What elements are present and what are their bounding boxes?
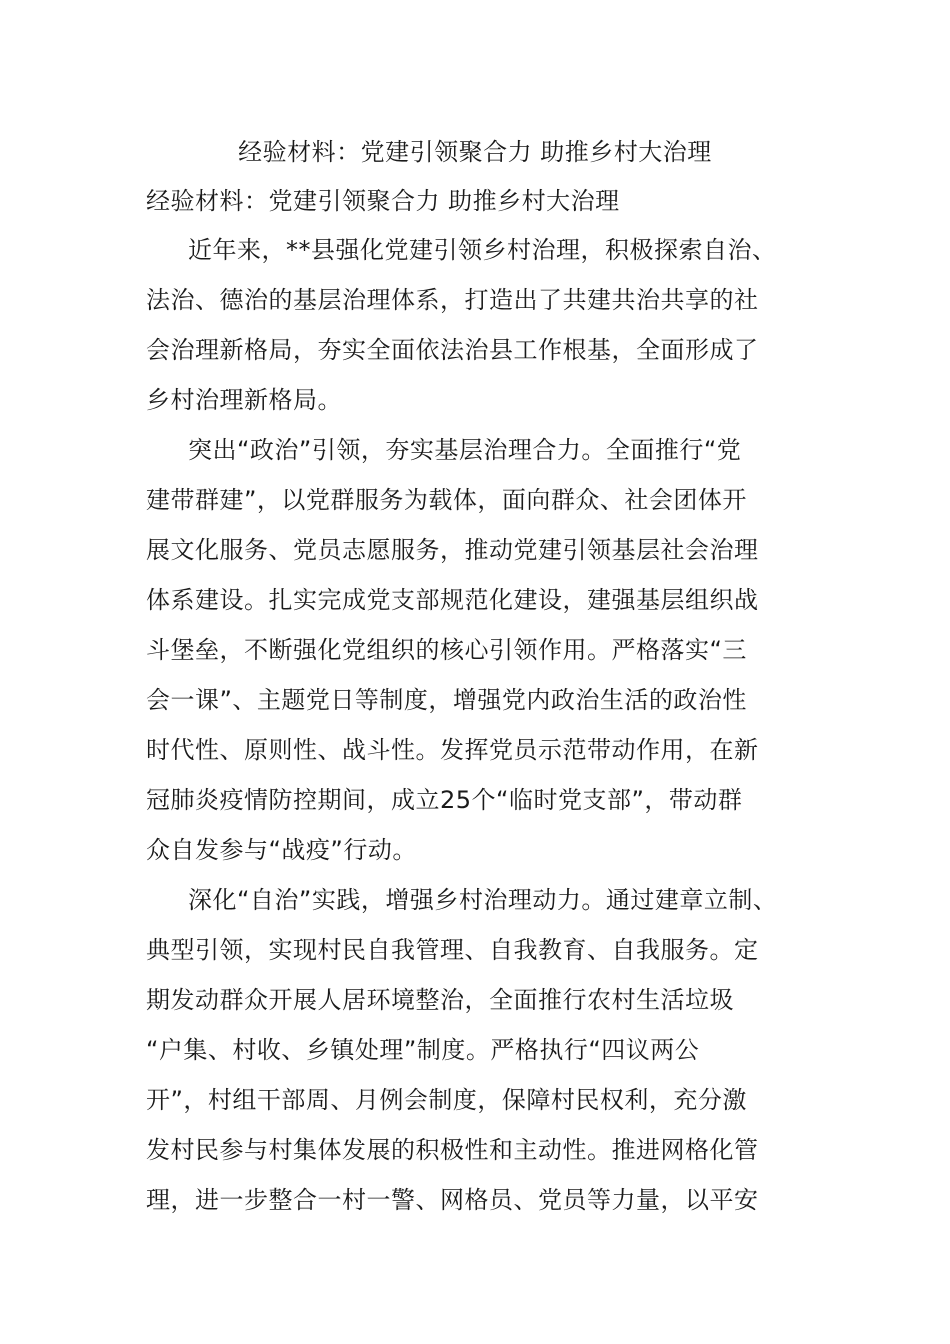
paragraph-line: 乡村治理新格局。 [146,386,342,414]
document-body [146,229,816,1229]
paragraph-line: 发村民参与村集体发展的积极性和主动性。推进网格化管 [146,1136,759,1164]
paragraph-line: “户集、村收、乡镇处理”制度。严格执行“四议两公 [146,1036,700,1064]
paragraph-line: 展文化服务、党员志愿服务，推动党建引领基层社会治理 [146,536,759,564]
paragraph-line: 斗堡垒，不断强化党组织的核心引领作用。严格落实“三 [146,636,747,664]
paragraph-line: 深化“自治”实践，增强乡村治理动力。通过建章立制、 [188,886,778,914]
paragraph-line: 突出“政治”引领，夯实基层治理合力。全面推行“党 [188,436,742,464]
paragraph-line: 建带群建”，以党群服务为载体，面向群众、社会团体开 [146,486,747,514]
paragraph-line: 众自发参与“战疫”行动。 [146,836,417,864]
paragraph-autonomy [146,879,816,1229]
paragraph-line: 体系建设。扎实完成党支部规范化建设，建强基层组织战 [146,586,759,614]
paragraph-line: 典型引领，实现村民自我管理、自我教育、自我服务。定 [146,936,759,964]
paragraph-line: 时代性、原则性、战斗性。发挥党员示范带动作用，在新 [146,736,759,764]
paragraph-line: 会治理新格局，夯实全面依法治县工作根基，全面形成了 [146,336,759,364]
paragraph-intro [146,229,816,429]
document-title: 经验材料：党建引领聚合力 助推乡村大治理 [238,138,712,166]
paragraph-line: 会一课”、主题党日等制度，增强党内政治生活的政治性 [146,686,747,714]
paragraph-line: 期发动群众开展人居环境整治，全面推行农村生活垃圾 [146,986,734,1014]
paragraph-line: 法治、德治的基层治理体系，打造出了共建共治共享的社 [146,286,759,314]
paragraph-line: 理，进一步整合一村一警、网格员、党员等力量，以平安 [146,1186,759,1214]
paragraph-politics [146,429,816,879]
paragraph-line: 开”，村组干部周、月例会制度，保障村民权利，充分激 [146,1086,747,1114]
paragraph-line: 冠肺炎疫情防控期间，成立25个“临时党支部”，带动群 [146,786,743,814]
paragraph-line: 近年来，**县强化党建引领乡村治理，积极探索自治、 [188,236,777,264]
document-subtitle: 经验材料：党建引领聚合力 助推乡村大治理 [146,187,620,215]
